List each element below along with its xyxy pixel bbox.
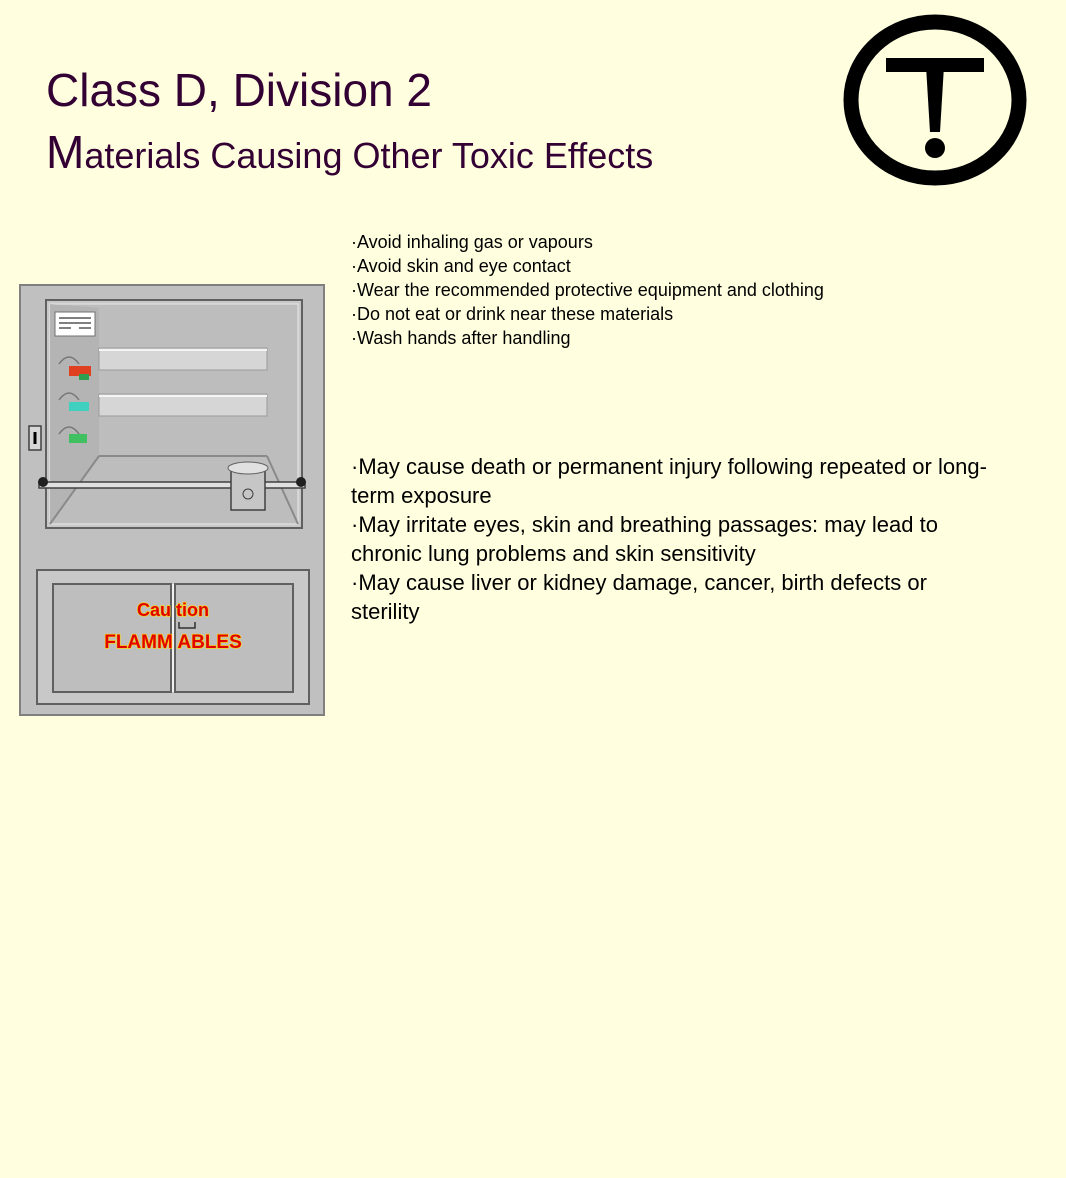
toxic-effects-t-in-circle-icon (842, 14, 1028, 186)
list-item: ·May irritate eyes, skin and breathing passages: may lead to chronic lung problems and skin sensitivity (351, 512, 938, 566)
fume-hood-cabinet-illustration (19, 284, 325, 716)
list-item: ·Avoid inhaling gas or vapours (351, 232, 593, 252)
subtitle-initial: M (46, 126, 85, 178)
list-item: ·Wear the recommended protective equipment and clothing (351, 280, 824, 300)
precautions-list (351, 230, 824, 350)
page-title: Class D, Division 2 (46, 64, 432, 116)
list-item: ·May cause death or permanent injury following repeated or long-term exposure (351, 454, 987, 508)
list-item: ·Wash hands after handling (351, 328, 571, 348)
cabinet-sign-line2: FLAMM ABLES (104, 632, 242, 653)
list-item: ·Do not eat or drink near these materials (351, 304, 674, 324)
subtitle-rest: aterials Causing Other Toxic Effects (84, 135, 654, 176)
page-subtitle (46, 124, 653, 184)
hazards-list (351, 452, 1001, 626)
cabinet-sign-line1: Cau tion (137, 600, 209, 620)
list-item: ·May cause liver or kidney damage, cancer, birth defects or sterility (351, 570, 927, 624)
list-item: ·Avoid skin and eye contact (351, 256, 571, 276)
